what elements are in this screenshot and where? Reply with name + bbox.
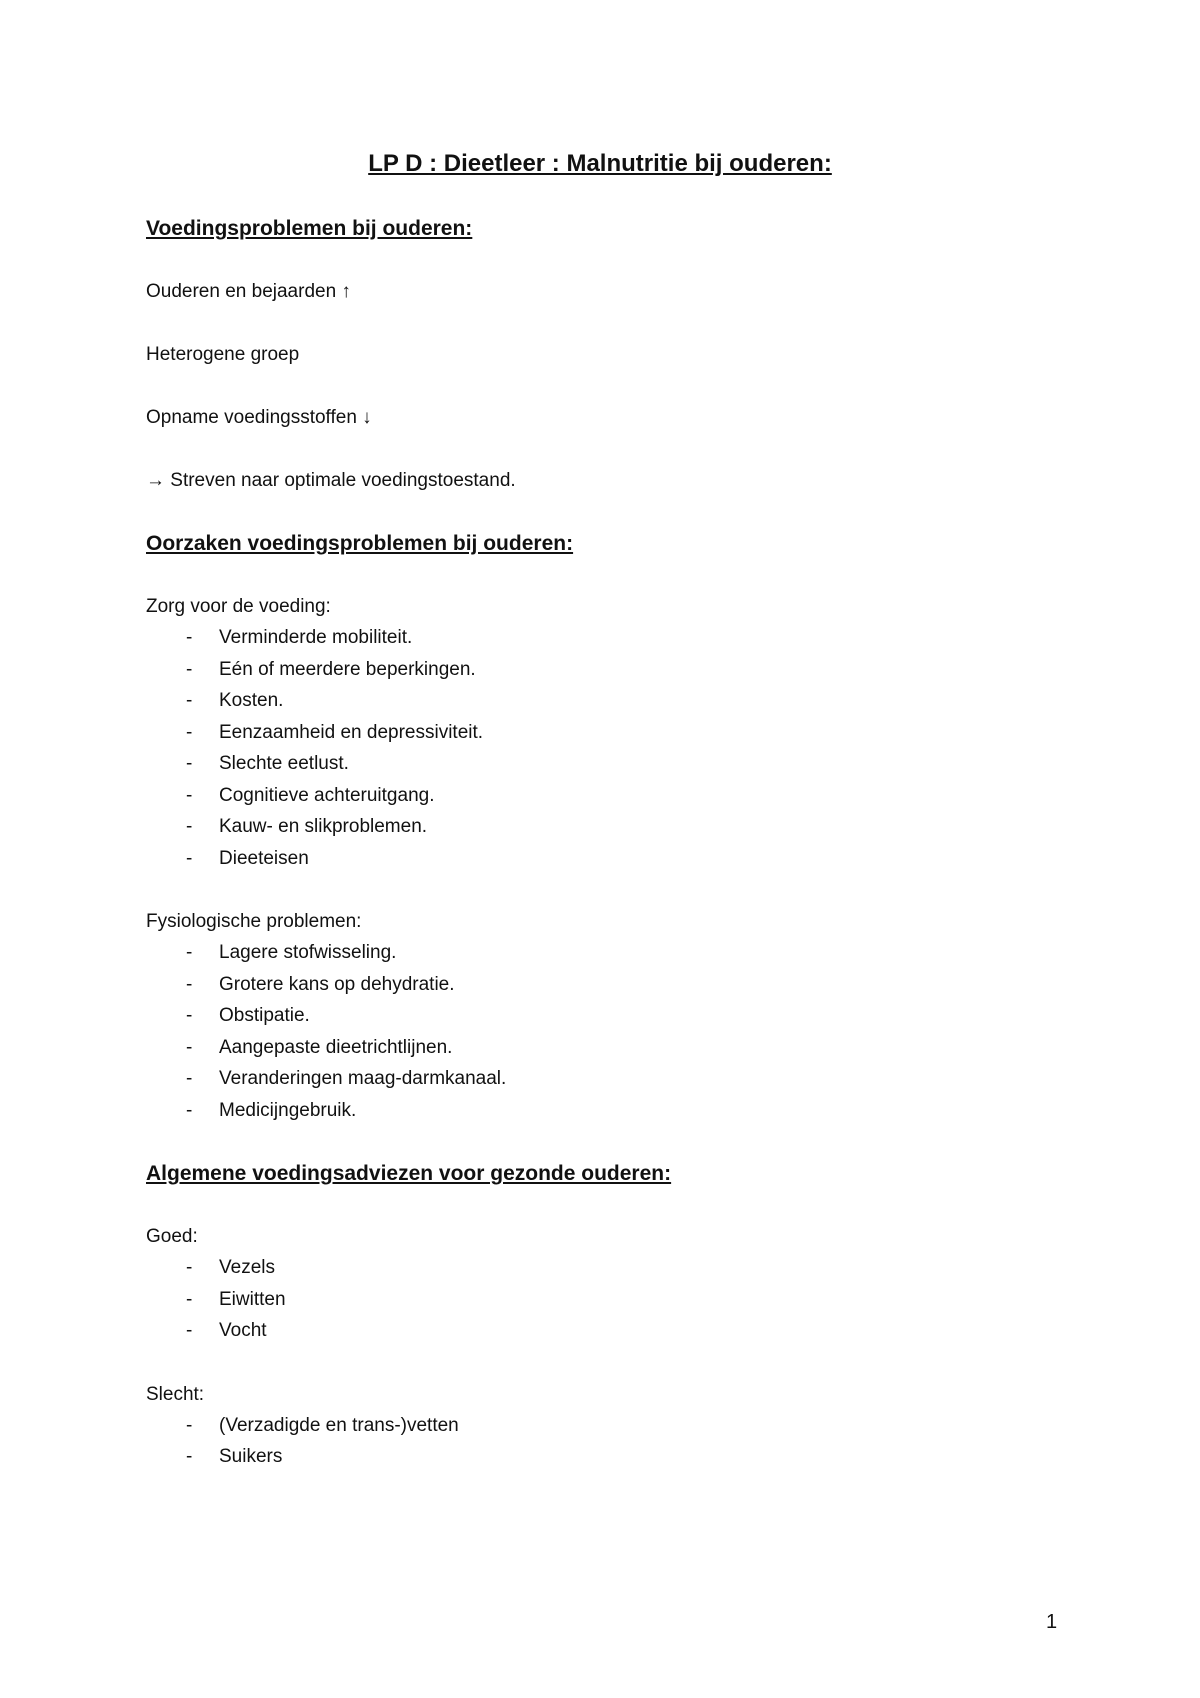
list-item [146,1095,1066,1127]
list-item [146,843,1066,875]
document-title: LP D : Dieetleer : Malnutritie bij ouderen: [368,150,832,177]
paragraph: Heterogene groep [146,344,300,365]
bullet-dash: - [186,1414,193,1436]
section-heading-voedingsadviezen: Algemene voedingsadviezen voor gezonde ouderen: [146,1162,672,1185]
list-item [146,717,1066,749]
list-item [146,685,1066,717]
bullet-dash: - [186,690,193,711]
list-item [146,1410,1066,1442]
list-item [146,969,1066,1001]
list-item [146,1063,1066,1095]
bullet-dash: - [186,847,193,869]
list-item-text: Kosten. [219,690,284,711]
list-item-text: Kauw- en slikproblemen. [219,816,428,837]
paragraph: Ouderen en bejaarden ↑ [146,281,351,302]
list-item [146,622,1066,654]
list-item-text: Lagere stofwisseling. [219,942,397,963]
list-item-text: Eenzaamheid en depressiviteit. [219,721,484,743]
list-item-text: Suikers [219,1446,283,1467]
bullet-dash: - [186,1099,193,1121]
section-heading-voedingsproblemen: Voedingsproblemen bij ouderen: [146,217,473,240]
bullet-dash: - [186,1446,193,1467]
list-slecht [146,1410,1066,1473]
list-item [146,1000,1066,1032]
list-item-text: Grotere kans op dehydratie. [219,973,455,995]
section-heading-oorzaken: Oorzaken voedingsproblemen bij ouderen: [146,532,574,555]
bullet-dash: - [186,1257,193,1278]
list-item [146,748,1066,780]
bullet-dash: - [186,721,193,743]
list-goed [146,1252,1066,1347]
paragraph: → Streven naar optimale voedingstoestand. [146,470,516,491]
list-item [146,1315,1066,1347]
list-item-text: Eén of meerdere beperkingen. [219,658,476,680]
document-content [146,214,1066,1473]
bullet-dash: - [186,784,193,806]
bullet-dash: - [186,816,193,837]
bullet-dash: - [186,1068,193,1089]
list-label: Slecht: [146,1383,205,1405]
list-item [146,1252,1066,1284]
list-item [146,811,1066,843]
bullet-dash: - [186,658,193,680]
list-item [146,937,1066,969]
list-label: Goed: [146,1226,198,1247]
list-zorg-voor-de-voeding [146,622,1066,874]
list-item-text: Vezels [219,1257,275,1278]
list-item [146,780,1066,812]
bullet-dash: - [186,1320,193,1341]
list-item-text: Verminderde mobiliteit. [219,627,413,648]
list-label: Fysiologische problemen: [146,911,362,932]
list-fysiologische-problemen [146,937,1066,1126]
paragraph: Opname voedingsstoffen ↓ [146,407,372,428]
list-item-text: Cognitieve achteruitgang. [219,784,435,806]
list-item-text: Medicijngebruik. [219,1099,357,1121]
bullet-dash: - [186,942,193,963]
page-number: 1 [1046,1611,1058,1633]
bullet-dash: - [186,1288,193,1310]
list-item-text: Aangepaste dieetrichtlijnen. [219,1036,453,1058]
list-item [146,1032,1066,1064]
bullet-dash: - [186,1036,193,1058]
bullet-dash: - [186,973,193,995]
list-item-text: Dieeteisen [219,847,309,869]
list-item-text: Slechte eetlust. [219,753,349,774]
list-label: Zorg voor de voeding: [146,596,331,617]
bullet-dash: - [186,627,193,648]
bullet-dash: - [186,753,193,774]
list-item-text: (Verzadigde en trans-)vetten [219,1414,459,1436]
list-item [146,1441,1066,1473]
list-item-text: Eiwitten [219,1288,286,1310]
list-item [146,654,1066,686]
list-item-text: Vocht [219,1320,267,1341]
list-item-text: Obstipatie. [219,1005,310,1026]
list-item [146,1284,1066,1316]
list-item-text: Veranderingen maag-darmkanaal. [219,1068,507,1089]
bullet-dash: - [186,1005,193,1026]
